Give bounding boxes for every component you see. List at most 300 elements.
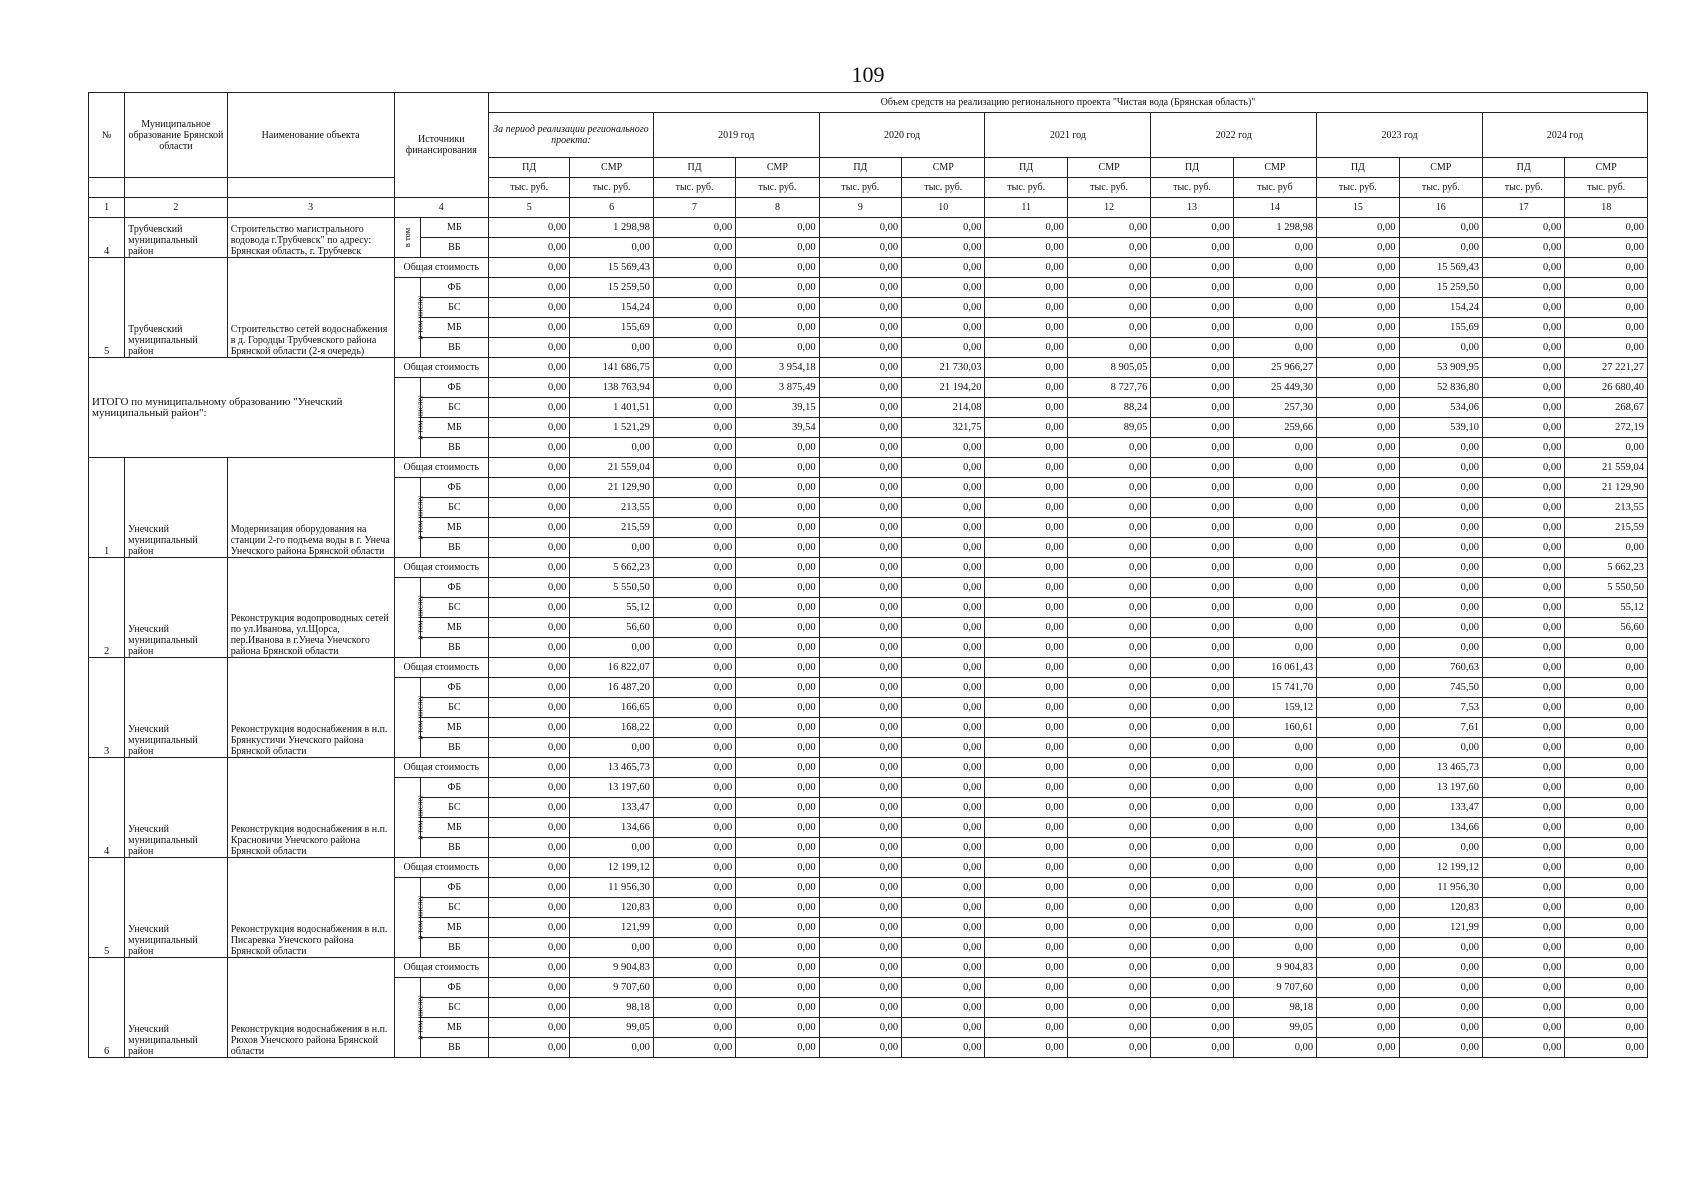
value-cell: 0,00	[489, 718, 570, 738]
funding-source: ВБ	[420, 738, 488, 758]
value-cell: 16 487,20	[570, 678, 653, 698]
value-cell: 0,00	[1151, 738, 1233, 758]
in-that-text: в том числе:	[414, 995, 425, 1040]
value-cell: 0,00	[736, 998, 819, 1018]
total-cost-row	[89, 658, 1648, 678]
header-unit: тыс. руб.	[570, 178, 653, 198]
value-cell: 0,00	[985, 838, 1067, 858]
header-pd: ПД	[1482, 158, 1564, 178]
funding-source: МБ	[420, 1018, 488, 1038]
value-cell: 0,00	[1482, 598, 1564, 618]
value-cell: 745,50	[1399, 678, 1482, 698]
value-cell: 0,00	[985, 318, 1067, 338]
header-year-2019: 2019 год	[653, 113, 819, 158]
value-cell: 0,00	[1067, 618, 1150, 638]
value-cell: 0,00	[653, 278, 735, 298]
value-cell: 0,00	[1317, 958, 1399, 978]
header-pd: ПД	[819, 158, 901, 178]
value-cell: 0,00	[902, 658, 985, 678]
value-cell: 0,00	[653, 838, 735, 858]
value-cell: 0,00	[1317, 758, 1399, 778]
value-cell: 0,00	[1151, 298, 1233, 318]
value-cell: 0,00	[1233, 598, 1316, 618]
total-cost-row	[89, 258, 1648, 278]
value-cell: 0,00	[1565, 858, 1648, 878]
header-unit: тыс. руб.	[1067, 178, 1150, 198]
total-cost-row	[89, 358, 1648, 378]
value-cell: 0,00	[1399, 1018, 1482, 1038]
in-that-label	[394, 278, 425, 358]
value-cell: 0,00	[1151, 498, 1233, 518]
row-index: 3	[89, 658, 125, 758]
value-cell: 0,00	[736, 958, 819, 978]
value-cell: 0,00	[1151, 338, 1233, 358]
value-cell: 0,00	[489, 738, 570, 758]
value-cell: 0,00	[1067, 558, 1150, 578]
value-cell: 0,00	[653, 758, 735, 778]
value-cell: 0,00	[489, 258, 570, 278]
value-cell: 0,00	[489, 378, 570, 398]
value-cell: 0,00	[736, 498, 819, 518]
value-cell: 0,00	[653, 238, 735, 258]
value-cell: 0,00	[1565, 698, 1648, 718]
funding-source: ФБ	[420, 278, 488, 298]
value-cell: 155,69	[1399, 318, 1482, 338]
value-cell: 8 727,76	[1067, 378, 1150, 398]
value-cell: 0,00	[653, 1038, 735, 1058]
value-cell: 0,00	[1151, 398, 1233, 418]
value-cell: 0,00	[1067, 238, 1150, 258]
value-cell: 0,00	[489, 1018, 570, 1038]
value-cell: 0,00	[902, 758, 985, 778]
value-cell: 0,00	[1482, 658, 1564, 678]
value-cell: 0,00	[1399, 558, 1482, 578]
value-cell: 52 836,80	[1399, 378, 1482, 398]
value-cell: 0,00	[1317, 918, 1399, 938]
value-cell: 0,00	[819, 418, 901, 438]
header-pd: ПД	[985, 158, 1067, 178]
value-cell: 0,00	[736, 218, 819, 238]
value-cell: 0,00	[489, 478, 570, 498]
value-cell: 0,00	[736, 658, 819, 678]
value-cell: 0,00	[489, 1038, 570, 1058]
municipality-name: Унечский муниципальный район	[125, 558, 228, 658]
funding-source: МБ	[420, 818, 488, 838]
value-cell: 0,00	[819, 858, 901, 878]
value-cell: 0,00	[736, 858, 819, 878]
value-cell: 98,18	[1233, 998, 1316, 1018]
column-number: 2	[125, 198, 228, 218]
value-cell: 138 763,94	[570, 378, 653, 398]
value-cell: 0,00	[736, 598, 819, 618]
value-cell: 0,00	[985, 758, 1067, 778]
value-cell: 0,00	[1151, 758, 1233, 778]
value-cell: 0,00	[819, 298, 901, 318]
value-cell: 0,00	[902, 538, 985, 558]
object-name: Реконструкция водоснабжения в н.п. Писаревка Унечского района Брянской области	[227, 858, 394, 958]
value-cell: 0,00	[819, 738, 901, 758]
value-cell: 0,00	[736, 898, 819, 918]
value-cell: 0,00	[1151, 838, 1233, 858]
value-cell: 0,00	[1151, 858, 1233, 878]
value-cell: 0,00	[1067, 958, 1150, 978]
value-cell: 0,00	[1317, 638, 1399, 658]
value-cell: 0,00	[1067, 598, 1150, 618]
value-cell: 0,00	[489, 398, 570, 418]
value-cell: 0,00	[819, 218, 901, 238]
value-cell: 0,00	[1233, 618, 1316, 638]
value-cell: 0,00	[819, 978, 901, 998]
value-cell: 133,47	[570, 798, 653, 818]
value-cell: 0,00	[819, 778, 901, 798]
in-that-text: в том	[401, 227, 412, 248]
in-that-text: в том числе:	[414, 495, 425, 540]
value-cell: 0,00	[1482, 718, 1564, 738]
value-cell: 0,00	[736, 258, 819, 278]
value-cell: 0,00	[1067, 318, 1150, 338]
value-cell: 0,00	[1233, 498, 1316, 518]
funding-source: БС	[420, 798, 488, 818]
value-cell: 7,61	[1399, 718, 1482, 738]
value-cell: 0,00	[985, 238, 1067, 258]
value-cell: 0,00	[902, 218, 985, 238]
value-cell: 0,00	[1317, 658, 1399, 678]
value-cell: 0,00	[736, 558, 819, 578]
value-cell: 0,00	[1151, 538, 1233, 558]
value-cell: 0,00	[570, 338, 653, 358]
value-cell: 0,00	[489, 998, 570, 1018]
value-cell: 0,00	[902, 1018, 985, 1038]
value-cell: 0,00	[819, 598, 901, 618]
value-cell: 0,00	[736, 478, 819, 498]
value-cell: 55,12	[570, 598, 653, 618]
value-cell: 0,00	[985, 578, 1067, 598]
municipality-name: Унечский муниципальный район	[125, 758, 228, 858]
value-cell: 0,00	[653, 578, 735, 598]
value-cell: 0,00	[902, 898, 985, 918]
funding-source: МБ	[420, 218, 488, 238]
value-cell: 0,00	[489, 438, 570, 458]
value-cell: 0,00	[1067, 278, 1150, 298]
value-cell: 0,00	[1317, 858, 1399, 878]
row-index: 2	[89, 558, 125, 658]
value-cell: 0,00	[819, 998, 901, 1018]
value-cell: 0,00	[1399, 438, 1482, 458]
value-cell: 0,00	[902, 578, 985, 598]
value-cell: 0,00	[902, 1038, 985, 1058]
value-cell: 0,00	[736, 538, 819, 558]
object-name: Строительство магистрального водовода г.Трубчевск" по адресу: Брянская область, г. Трубчевск	[227, 218, 394, 258]
column-number: 4	[394, 198, 488, 218]
value-cell: 0,00	[1233, 558, 1316, 578]
value-cell: 213,55	[1565, 498, 1648, 518]
header-year-2023: 2023 год	[1317, 113, 1483, 158]
value-cell: 15 259,50	[1399, 278, 1482, 298]
value-cell: 0,00	[1482, 238, 1564, 258]
header-pd: ПД	[1151, 158, 1233, 178]
value-cell: 0,00	[1565, 538, 1648, 558]
value-cell: 0,00	[489, 698, 570, 718]
value-cell: 0,00	[985, 678, 1067, 698]
value-cell: 0,00	[819, 538, 901, 558]
value-cell: 0,00	[1565, 658, 1648, 678]
value-cell: 0,00	[902, 998, 985, 1018]
value-cell: 0,00	[570, 738, 653, 758]
value-cell: 0,00	[1067, 798, 1150, 818]
value-cell: 0,00	[1565, 738, 1648, 758]
value-cell: 0,00	[736, 618, 819, 638]
value-cell: 0,00	[985, 598, 1067, 618]
value-cell: 5 550,50	[570, 578, 653, 598]
value-cell: 0,00	[653, 558, 735, 578]
value-cell: 134,66	[570, 818, 653, 838]
value-cell: 0,00	[985, 778, 1067, 798]
value-cell: 0,00	[736, 318, 819, 338]
value-cell: 0,00	[985, 418, 1067, 438]
table-body	[89, 218, 1648, 1058]
value-cell: 0,00	[1233, 278, 1316, 298]
value-cell: 215,59	[570, 518, 653, 538]
value-cell: 0,00	[1067, 818, 1150, 838]
value-cell: 0,00	[736, 678, 819, 698]
value-cell: 1 298,98	[1233, 218, 1316, 238]
value-cell: 0,00	[653, 798, 735, 818]
value-cell: 0,00	[1565, 238, 1648, 258]
value-cell: 5 662,23	[570, 558, 653, 578]
column-number: 9	[819, 198, 901, 218]
value-cell: 16 822,07	[570, 658, 653, 678]
header-year-2020: 2020 год	[819, 113, 985, 158]
value-cell: 0,00	[1399, 218, 1482, 238]
header-year-2022: 2022 год	[1151, 113, 1317, 158]
value-cell: 0,00	[1482, 398, 1564, 418]
total-cost-label: Общая стоимость	[394, 258, 488, 278]
funding-source: ВБ	[420, 938, 488, 958]
value-cell: 0,00	[902, 858, 985, 878]
value-cell: 0,00	[570, 438, 653, 458]
header-unit: тыс. руб.	[819, 178, 901, 198]
value-cell: 0,00	[819, 338, 901, 358]
value-cell: 11 956,30	[570, 878, 653, 898]
value-cell: 0,00	[985, 1038, 1067, 1058]
value-cell: 0,00	[1067, 258, 1150, 278]
municipality-name: Унечский муниципальный район	[125, 458, 228, 558]
value-cell: 0,00	[819, 918, 901, 938]
value-cell: 0,00	[1317, 218, 1399, 238]
header-municipality: Муниципальное образование Брянской области	[125, 93, 228, 178]
header-unit: тыс. руб.	[653, 178, 735, 198]
value-cell: 168,22	[570, 718, 653, 738]
in-that-label	[394, 378, 425, 458]
value-cell: 15 569,43	[570, 258, 653, 278]
value-cell: 0,00	[1151, 358, 1233, 378]
value-cell: 13 465,73	[570, 758, 653, 778]
value-cell: 0,00	[1067, 298, 1150, 318]
value-cell: 0,00	[819, 838, 901, 858]
value-cell: 0,00	[1399, 618, 1482, 638]
funding-source: БС	[420, 998, 488, 1018]
value-cell: 0,00	[1317, 278, 1399, 298]
value-cell: 0,00	[902, 678, 985, 698]
value-cell: 0,00	[653, 898, 735, 918]
value-cell: 0,00	[1399, 938, 1482, 958]
value-cell: 0,00	[1482, 918, 1564, 938]
value-cell: 0,00	[736, 878, 819, 898]
value-cell: 0,00	[1565, 898, 1648, 918]
value-cell: 0,00	[653, 498, 735, 518]
value-cell: 16 061,43	[1233, 658, 1316, 678]
header-smr: СМР	[1399, 158, 1482, 178]
value-cell: 0,00	[985, 618, 1067, 638]
value-cell: 0,00	[489, 798, 570, 818]
value-cell: 0,00	[902, 338, 985, 358]
value-cell: 0,00	[1151, 778, 1233, 798]
in-that-label	[394, 218, 420, 258]
in-that-label	[394, 578, 425, 658]
value-cell: 0,00	[570, 238, 653, 258]
value-cell: 0,00	[489, 918, 570, 938]
value-cell: 257,30	[1233, 398, 1316, 418]
value-cell: 268,67	[1565, 398, 1648, 418]
value-cell: 0,00	[1067, 1018, 1150, 1038]
value-cell: 0,00	[985, 718, 1067, 738]
value-cell: 121,99	[570, 918, 653, 938]
value-cell: 0,00	[1399, 458, 1482, 478]
value-cell: 0,00	[1151, 258, 1233, 278]
value-cell: 0,00	[1151, 518, 1233, 538]
value-cell: 0,00	[489, 778, 570, 798]
row-index: 1	[89, 458, 125, 558]
value-cell: 0,00	[736, 638, 819, 658]
value-cell: 0,00	[902, 958, 985, 978]
value-cell: 0,00	[489, 338, 570, 358]
funding-source: ВБ	[420, 238, 488, 258]
value-cell: 0,00	[985, 958, 1067, 978]
value-cell: 0,00	[736, 1038, 819, 1058]
value-cell: 0,00	[653, 698, 735, 718]
column-number: 8	[736, 198, 819, 218]
value-cell: 0,00	[1482, 358, 1564, 378]
value-cell: 0,00	[819, 718, 901, 738]
header-units-row	[89, 178, 1648, 198]
value-cell: 0,00	[489, 538, 570, 558]
column-number: 7	[653, 198, 735, 218]
value-cell: 0,00	[1482, 798, 1564, 818]
header-no: №	[89, 93, 125, 178]
value-cell: 0,00	[1482, 518, 1564, 538]
value-cell: 0,00	[1317, 978, 1399, 998]
value-cell: 0,00	[1067, 498, 1150, 518]
header-unit: тыс. руб.	[1151, 178, 1233, 198]
total-cost-row	[89, 958, 1648, 978]
source-row	[89, 218, 1648, 238]
value-cell: 0,00	[489, 678, 570, 698]
value-cell: 0,00	[653, 418, 735, 438]
value-cell: 0,00	[1565, 998, 1648, 1018]
value-cell: 7,53	[1399, 698, 1482, 718]
value-cell: 321,75	[902, 418, 985, 438]
value-cell: 214,08	[902, 398, 985, 418]
municipality-name: Трубчевский муниципальный район	[125, 218, 228, 258]
municipality-name: Унечский муниципальный район	[125, 658, 228, 758]
in-that-text: в том числе:	[414, 895, 425, 940]
value-cell: 0,00	[1317, 738, 1399, 758]
value-cell: 0,00	[1233, 758, 1316, 778]
funding-source: ФБ	[420, 978, 488, 998]
value-cell: 534,06	[1399, 398, 1482, 418]
value-cell: 0,00	[902, 698, 985, 718]
value-cell: 0,00	[653, 778, 735, 798]
value-cell: 0,00	[1565, 1038, 1648, 1058]
value-cell: 0,00	[1067, 578, 1150, 598]
value-cell: 0,00	[819, 958, 901, 978]
value-cell: 0,00	[653, 618, 735, 638]
value-cell: 0,00	[902, 638, 985, 658]
total-cost-label: Общая стоимость	[394, 758, 488, 778]
value-cell: 0,00	[653, 958, 735, 978]
total-cost-label: Общая стоимость	[394, 458, 488, 478]
value-cell: 0,00	[1151, 238, 1233, 258]
funding-source: ВБ	[420, 638, 488, 658]
value-cell: 0,00	[1399, 338, 1482, 358]
value-cell: 3 875,49	[736, 378, 819, 398]
row-index: 4	[89, 758, 125, 858]
value-cell: 0,00	[1151, 678, 1233, 698]
value-cell: 39,15	[736, 398, 819, 418]
value-cell: 0,00	[1317, 238, 1399, 258]
value-cell: 0,00	[902, 778, 985, 798]
funding-source: ВБ	[420, 538, 488, 558]
value-cell: 0,00	[1067, 658, 1150, 678]
total-cost-label: Общая стоимость	[394, 558, 488, 578]
value-cell: 0,00	[819, 638, 901, 658]
value-cell: 0,00	[736, 518, 819, 538]
in-that-text: в том числе:	[414, 595, 425, 640]
value-cell: 0,00	[653, 878, 735, 898]
value-cell: 0,00	[1233, 578, 1316, 598]
value-cell: 13 465,73	[1399, 758, 1482, 778]
value-cell: 15 569,43	[1399, 258, 1482, 278]
row-index: 5	[89, 858, 125, 958]
municipality-name: Унечский муниципальный район	[125, 858, 228, 958]
value-cell: 99,05	[1233, 1018, 1316, 1038]
value-cell: 0,00	[902, 738, 985, 758]
value-cell: 154,24	[1399, 298, 1482, 318]
value-cell: 88,24	[1067, 398, 1150, 418]
value-cell: 0,00	[1151, 978, 1233, 998]
value-cell: 0,00	[570, 638, 653, 658]
value-cell: 9 904,83	[570, 958, 653, 978]
in-that-label	[394, 778, 425, 858]
value-cell: 0,00	[1399, 1038, 1482, 1058]
value-cell: 1 298,98	[570, 218, 653, 238]
value-cell: 0,00	[1151, 878, 1233, 898]
value-cell: 0,00	[1482, 218, 1564, 238]
value-cell: 0,00	[1233, 858, 1316, 878]
value-cell: 0,00	[653, 258, 735, 278]
value-cell: 0,00	[1399, 578, 1482, 598]
in-that-label	[394, 878, 425, 958]
value-cell: 0,00	[1067, 878, 1150, 898]
value-cell: 0,00	[1233, 298, 1316, 318]
object-name: Реконструкция водоснабжения в н.п. Рюхов Унечского района Брянской области	[227, 958, 394, 1058]
value-cell: 0,00	[653, 398, 735, 418]
value-cell: 0,00	[985, 478, 1067, 498]
value-cell: 0,00	[489, 238, 570, 258]
value-cell: 0,00	[1565, 278, 1648, 298]
value-cell: 27 221,27	[1565, 358, 1648, 378]
value-cell: 0,00	[1067, 858, 1150, 878]
